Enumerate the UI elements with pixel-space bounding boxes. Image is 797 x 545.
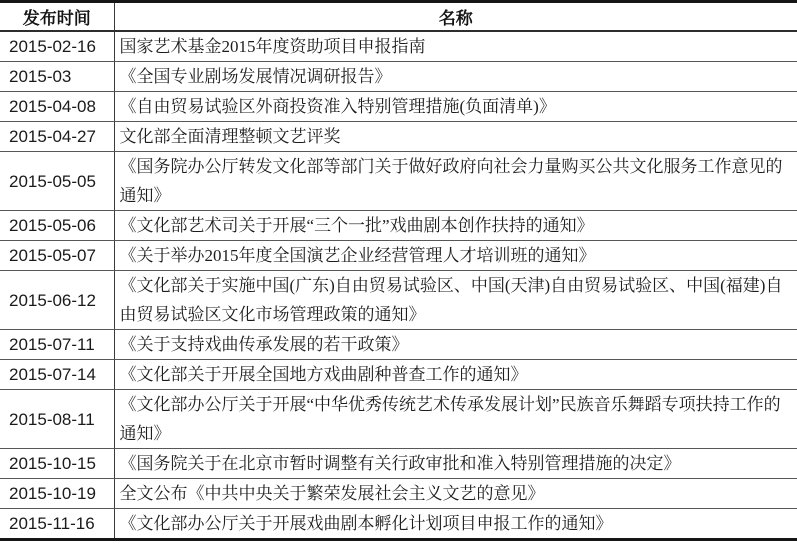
name-cell: 《文化部关于开展全国地方戏曲剧种普查工作的通知》 [114, 360, 797, 390]
table-row [0, 479, 797, 509]
date-cell: 2015-02-16 [0, 31, 114, 62]
date-cell: 2015-04-27 [0, 122, 114, 152]
table-row [0, 211, 797, 241]
date-cell: 2015-03 [0, 62, 114, 92]
date-cell: 2015-08-11 [0, 390, 114, 449]
name-cell: 《文化部办公厅关于开展“中华优秀传统艺术传承发展计划”民族音乐舞蹈专项扶持工作的通知》 [114, 390, 797, 449]
column-header-date: 发布时间 [0, 2, 114, 32]
table-row [0, 330, 797, 360]
date-cell: 2015-07-11 [0, 330, 114, 360]
table-row [0, 241, 797, 271]
name-cell: 国家艺术基金2015年度资助项目申报指南 [114, 31, 797, 62]
name-cell: 《文化部关于实施中国(广东)自由贸易试验区、中国(天津)自由贸易试验区、中国(福建)自由贸易试验区文化市场管理政策的通知》 [114, 271, 797, 330]
table-row [0, 271, 797, 330]
header-row [0, 2, 797, 32]
name-cell: 《国务院办公厅转发文化部等部门关于做好政府向社会力量购买公共文化服务工作意见的通知》 [114, 152, 797, 211]
table-row [0, 31, 797, 62]
date-cell: 2015-05-05 [0, 152, 114, 211]
column-header-name: 名称 [114, 2, 797, 32]
name-cell: 《全国专业剧场发展情况调研报告》 [114, 62, 797, 92]
name-cell: 全文公布《中共中央关于繁荣发展社会主义文艺的意见》 [114, 479, 797, 509]
name-cell: 《文化部办公厅关于开展戏曲剧本孵化计划项目申报工作的通知》 [119, 514, 613, 533]
date-cell: 2015-05-06 [0, 211, 114, 241]
date-cell: 2015-10-15 [0, 449, 114, 479]
name-cell: 《国务院关于在北京市暂时调整有关行政审批和准入特别管理措施的决定》 [114, 449, 797, 479]
table-row [0, 62, 797, 92]
table-row [0, 509, 797, 540]
date-cell: 2015-10-19 [0, 479, 114, 509]
table-body [0, 31, 797, 540]
table-row [0, 390, 797, 449]
name-cell: 《文化部艺术司关于开展“三个一批”戏曲剧本创作扶持的通知》 [114, 211, 797, 241]
date-cell: 2015-06-12 [0, 271, 114, 330]
date-cell: 2015-05-07 [0, 241, 114, 271]
table-row [0, 449, 797, 479]
table-row [0, 92, 797, 122]
table-row [0, 122, 797, 152]
date-cell: 2015-07-14 [0, 360, 114, 390]
name-cell: 文化部全面清理整顿文艺评奖 [114, 122, 797, 152]
table-row [0, 360, 797, 390]
date-cell: 2015-11-16 [0, 509, 114, 540]
table-row [0, 152, 797, 211]
name-cell: 《自由贸易试验区外商投资准入特别管理措施(负面清单)》 [114, 92, 797, 122]
name-cell: 《关于举办2015年度全国演艺企业经营管理人才培训班的通知》 [114, 241, 797, 271]
date-cell: 2015-04-08 [0, 92, 114, 122]
name-cell: 《关于支持戏曲传承发展的若干政策》 [114, 330, 797, 360]
